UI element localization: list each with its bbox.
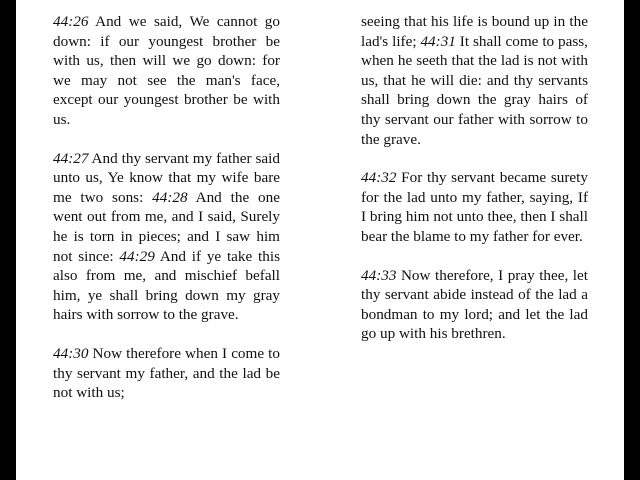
- paragraph-verse-44-33: [361, 266, 588, 344]
- verse-text-44-26: And we said, We cannot go down: if our youngest brother be with us, then will we go down: for we may not see the man's face, except our youngest brother be with us.: [53, 13, 280, 128]
- verse-text-44-27: And thy servant my father said unto us, Ye know that my wife bare me two sons:: [53, 149, 280, 206]
- verse-ref-44-31: 44:31: [420, 32, 456, 50]
- verse-text-44-31: It shall come to pass, when he seeth that the lad is not with us, that he will die: and thy servants shall bring down the gray hairs of thy servant our father with sorrow to the grave.: [361, 32, 588, 148]
- verse-ref-44-30: 44:30: [53, 344, 89, 362]
- verse-text-44-30: Now therefore when I come to thy servant my father, and the lad be not with us;: [53, 344, 280, 402]
- paragraph-verses-44-30-31: [361, 12, 588, 149]
- verse-text-44-28: And the one went out from me, and I said, Surely he is torn in pieces; and I saw him not since:: [53, 188, 280, 265]
- paragraph-verse-44-26: [53, 12, 280, 130]
- right-text-column: [361, 12, 588, 363]
- verse-ref-44-27: 44:27: [53, 149, 89, 167]
- paragraph-verses-44-27-29: [53, 149, 280, 325]
- verse-ref-44-32: 44:32: [361, 169, 397, 187]
- verse-text-44-30-continued: seeing that his life is bound up in the lad's life;: [361, 13, 588, 50]
- paragraph-verse-44-32: [361, 168, 588, 246]
- paragraph-verse-44-30: [53, 344, 280, 403]
- verse-text-44-29: And if ye take this also from me, and mischief befall him, ye shall bring down my gray hairs with sorrow to the grave.: [53, 247, 280, 324]
- verse-text-44-33: Now therefore, I pray thee, let thy servant abide instead of the lad a bondman to my lord; and let the lad go up with his brethren.: [361, 266, 588, 343]
- left-text-column: [53, 12, 280, 422]
- scripture-page: [16, 0, 624, 480]
- verse-ref-44-26: 44:26: [53, 13, 89, 30]
- verse-ref-44-29: 44:29: [119, 247, 155, 265]
- verse-ref-44-28: 44:28: [152, 188, 188, 206]
- verse-text-44-32: For thy servant became surety for the lad unto my father, saying, If I bring him not unto thee, then I shall bear the blame to my father for ever.: [361, 169, 588, 245]
- verse-ref-44-33: 44:33: [361, 266, 397, 284]
